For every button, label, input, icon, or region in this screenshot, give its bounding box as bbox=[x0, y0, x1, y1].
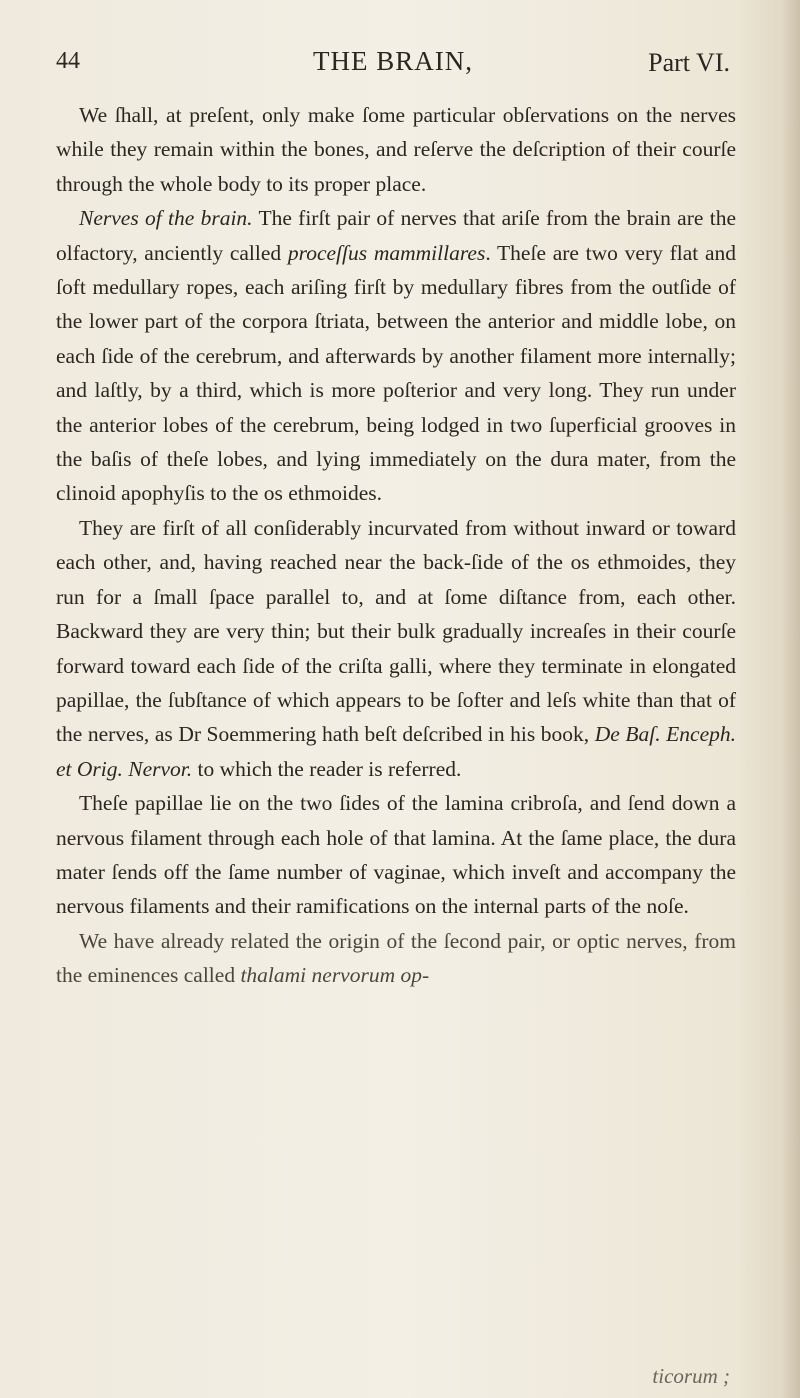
marginal-heading: Nerves of the brain. bbox=[79, 206, 253, 231]
page-number: 44 bbox=[56, 48, 80, 74]
body-text bbox=[56, 98, 736, 993]
paragraph-3-text-a: They are firſt of all conſiderably incurvated from without inward or toward each other, and, having reached near the back-ſide of the os ethmoides, they run for a ſmall ſpace parallel to, and at ſome diſtance from, each other. Backward they are very thin; but their bulk gradually increaſes in their courſe forward toward each ſide of the criſta galli, where they terminate in elongated papillae, the ſubſtance of which appears to be ſofter and leſs white than that of the nerves, as Dr Soemmering hath beſt deſcribed in his book, bbox=[56, 515, 736, 747]
paragraph-2 bbox=[56, 201, 736, 511]
paragraph-4: Theſe papillae lie on the two ſides of the lamina cribroſa, and ſend down a nervous filament through each hole of that lamina. At the ſame place, the dura mater ſends off the ſame number of vaginae, which inveſt and accompany the nervous filaments and their ramifications on the internal parts of the noſe. bbox=[56, 791, 736, 919]
paragraph-3 bbox=[56, 511, 736, 786]
paragraph-3-italic: De Baſ. Enceph. et Orig. Nervor. bbox=[56, 722, 736, 781]
paragraph-5 bbox=[56, 924, 736, 993]
page-edge-shadow bbox=[782, 0, 800, 1398]
paragraph-2-italic: proceſſus mammillares bbox=[287, 240, 486, 265]
paragraph-1: We ſhall, at preſent, only make ſome particular obſervations on the nerves while they remain within the bones, and reſerve the deſcription of their courſe through the whole body to its proper place. bbox=[56, 103, 736, 196]
running-header bbox=[56, 40, 730, 88]
running-title: THE BRAIN, bbox=[313, 46, 473, 76]
paragraph-3-text-b: to which the reader is referred. bbox=[192, 756, 462, 781]
paragraph-5-text-a: We have already related the origin of the ſecond pair, or optic nerves, from the eminences called bbox=[56, 928, 736, 988]
paragraph-5-italic: thalami nervorum op- bbox=[240, 963, 430, 988]
paragraph-2-text-a: The firſt pair of nerves that ariſe from the brain are the olfactory, anciently called bbox=[56, 206, 736, 265]
paragraph-2-text-b: . Theſe are two very flat and ſoft medullary ropes, each ariſing firſt by medullary fibres from the outſide of the lower part of the corpora ſtriata, between the anterior and middle lobe, on each ſide of the cerebrum, and afterwards by another filament more internally; and laſtly, by a third, which is more poſterior and very long. They run under the anterior lobes of the cerebrum, being lodged in two ſuperficial grooves in the baſis of theſe lobes, and lying immediately on the dura mater, from the clinoid apophyſis to the os ethmoides. bbox=[56, 240, 736, 506]
part-label: Part VI. bbox=[648, 48, 730, 77]
catchword: ticorum ; bbox=[652, 1364, 730, 1388]
